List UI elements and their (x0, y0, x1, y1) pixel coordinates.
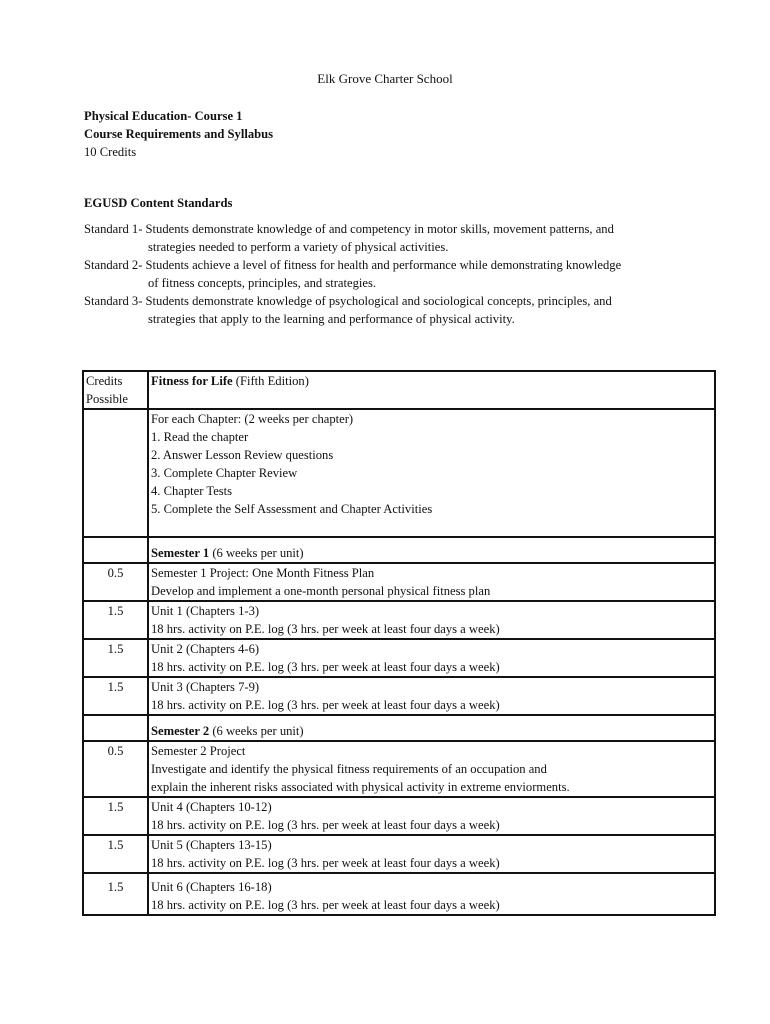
standards-heading: EGUSD Content Standards (84, 196, 233, 210)
credits-header-text: Credits (86, 374, 123, 388)
table-row (83, 797, 715, 835)
chapter-instructions-cell (148, 409, 715, 537)
standard-item (84, 220, 704, 256)
semester-title: Semester 2 (151, 724, 210, 738)
semester-header-row (83, 715, 715, 741)
chapter-step: 2. Answer Lesson Review questions (151, 448, 334, 462)
chapter-intro: For each Chapter: (2 weeks per chapter) (151, 412, 354, 426)
unit-title: Unit 5 (Chapters 13-15) (151, 838, 272, 852)
unit-cell (148, 797, 715, 835)
table-row (83, 835, 715, 873)
table-row (83, 601, 715, 639)
course-subtitle: Course Requirements and Syllabus (84, 127, 274, 141)
unit-detail: 18 hrs. activity on P.E. log (3 hrs. per week at least four days a week) (151, 698, 500, 712)
semester-header-row (83, 537, 715, 563)
credit-cell: 0.5 (83, 741, 148, 797)
standard-line: of fitness concepts, principles, and strategies. (148, 276, 377, 290)
unit-detail: 18 hrs. activity on P.E. log (3 hrs. per week at least four days a week) (151, 856, 500, 870)
credit-cell (83, 409, 148, 537)
book-title: Fitness for Life (151, 374, 233, 388)
credit-cell: 1.5 (83, 677, 148, 715)
table-row (83, 873, 715, 915)
credit-cell: 0.5 (83, 563, 148, 601)
unit-cell (148, 601, 715, 639)
table-row (83, 677, 715, 715)
credit-cell (83, 715, 148, 741)
chapter-step: 1. Read the chapter (151, 430, 249, 444)
unit-title: Unit 1 (Chapters 1-3) (151, 604, 260, 618)
semester-header-cell (148, 715, 715, 741)
course-header (84, 107, 273, 161)
credit-cell: 1.5 (83, 601, 148, 639)
standards-list (84, 220, 704, 328)
unit-cell (148, 835, 715, 873)
project-detail: Investigate and identify the physical fitness requirements of an occupation and (151, 762, 547, 776)
standard-line: Standard 3- Students demonstrate knowledge of psychological and sociological concepts, principles, and (84, 294, 612, 308)
unit-detail: 18 hrs. activity on P.E. log (3 hrs. per week at least four days a week) (151, 660, 500, 674)
project-cell (148, 741, 715, 797)
credits-header-cell (83, 371, 148, 409)
unit-detail: 18 hrs. activity on P.E. log (3 hrs. per week at least four days a week) (151, 898, 500, 912)
chapter-step: 3. Complete Chapter Review (151, 466, 298, 480)
credit-cell (83, 537, 148, 563)
course-title: Physical Education- Course 1 (84, 109, 243, 123)
standard-line: strategies needed to perform a variety of physical activities. (148, 240, 449, 254)
book-edition: (Fifth Edition) (235, 374, 309, 388)
credits-header-text: Possible (86, 392, 128, 406)
unit-cell (148, 873, 715, 915)
unit-title: Unit 6 (Chapters 16-18) (151, 880, 272, 894)
semester-title: Semester 1 (151, 546, 210, 560)
unit-cell (148, 563, 715, 601)
standard-item (84, 256, 704, 292)
standard-line: strategies that apply to the learning and performance of physical activity. (148, 312, 515, 326)
project-title: Semester 2 Project (151, 744, 246, 758)
semester-note: (6 weeks per unit) (212, 546, 304, 560)
table-row (83, 639, 715, 677)
semester-note: (6 weeks per unit) (212, 724, 304, 738)
unit-detail: Develop and implement a one-month personal physical fitness plan (151, 584, 491, 598)
semester-header-cell (148, 537, 715, 563)
unit-title: Unit 2 (Chapters 4-6) (151, 642, 260, 656)
standard-item (84, 292, 704, 328)
standard-line: Standard 2- Students achieve a level of fitness for health and performance while demonstrating knowledge (84, 258, 622, 272)
unit-cell (148, 639, 715, 677)
chapter-step: 5. Complete the Self Assessment and Chapter Activities (151, 502, 433, 516)
book-title-cell (148, 371, 715, 409)
credit-cell: 1.5 (83, 639, 148, 677)
table-row (83, 409, 715, 537)
chapter-step: 4. Chapter Tests (151, 484, 233, 498)
table-header-row (83, 371, 715, 409)
course-credits: 10 Credits (84, 145, 137, 159)
table-row (83, 741, 715, 797)
unit-detail: 18 hrs. activity on P.E. log (3 hrs. per week at least four days a week) (151, 622, 500, 636)
standard-line: Standard 1- Students demonstrate knowledge of and competency in motor skills, movement patterns, and (84, 222, 614, 236)
credit-cell: 1.5 (83, 835, 148, 873)
unit-title: Semester 1 Project: One Month Fitness Plan (151, 566, 375, 580)
school-name: Elk Grove Charter School (317, 71, 453, 86)
unit-title: Unit 3 (Chapters 7-9) (151, 680, 260, 694)
syllabus-table (82, 370, 716, 916)
unit-title: Unit 4 (Chapters 10-12) (151, 800, 272, 814)
unit-detail: 18 hrs. activity on P.E. log (3 hrs. per week at least four days a week) (151, 818, 500, 832)
unit-cell (148, 677, 715, 715)
table-row (83, 563, 715, 601)
project-detail: explain the inherent risks associated with physical activity in extreme enviorments. (151, 780, 570, 794)
credit-cell: 1.5 (83, 873, 148, 915)
credit-cell: 1.5 (83, 797, 148, 835)
